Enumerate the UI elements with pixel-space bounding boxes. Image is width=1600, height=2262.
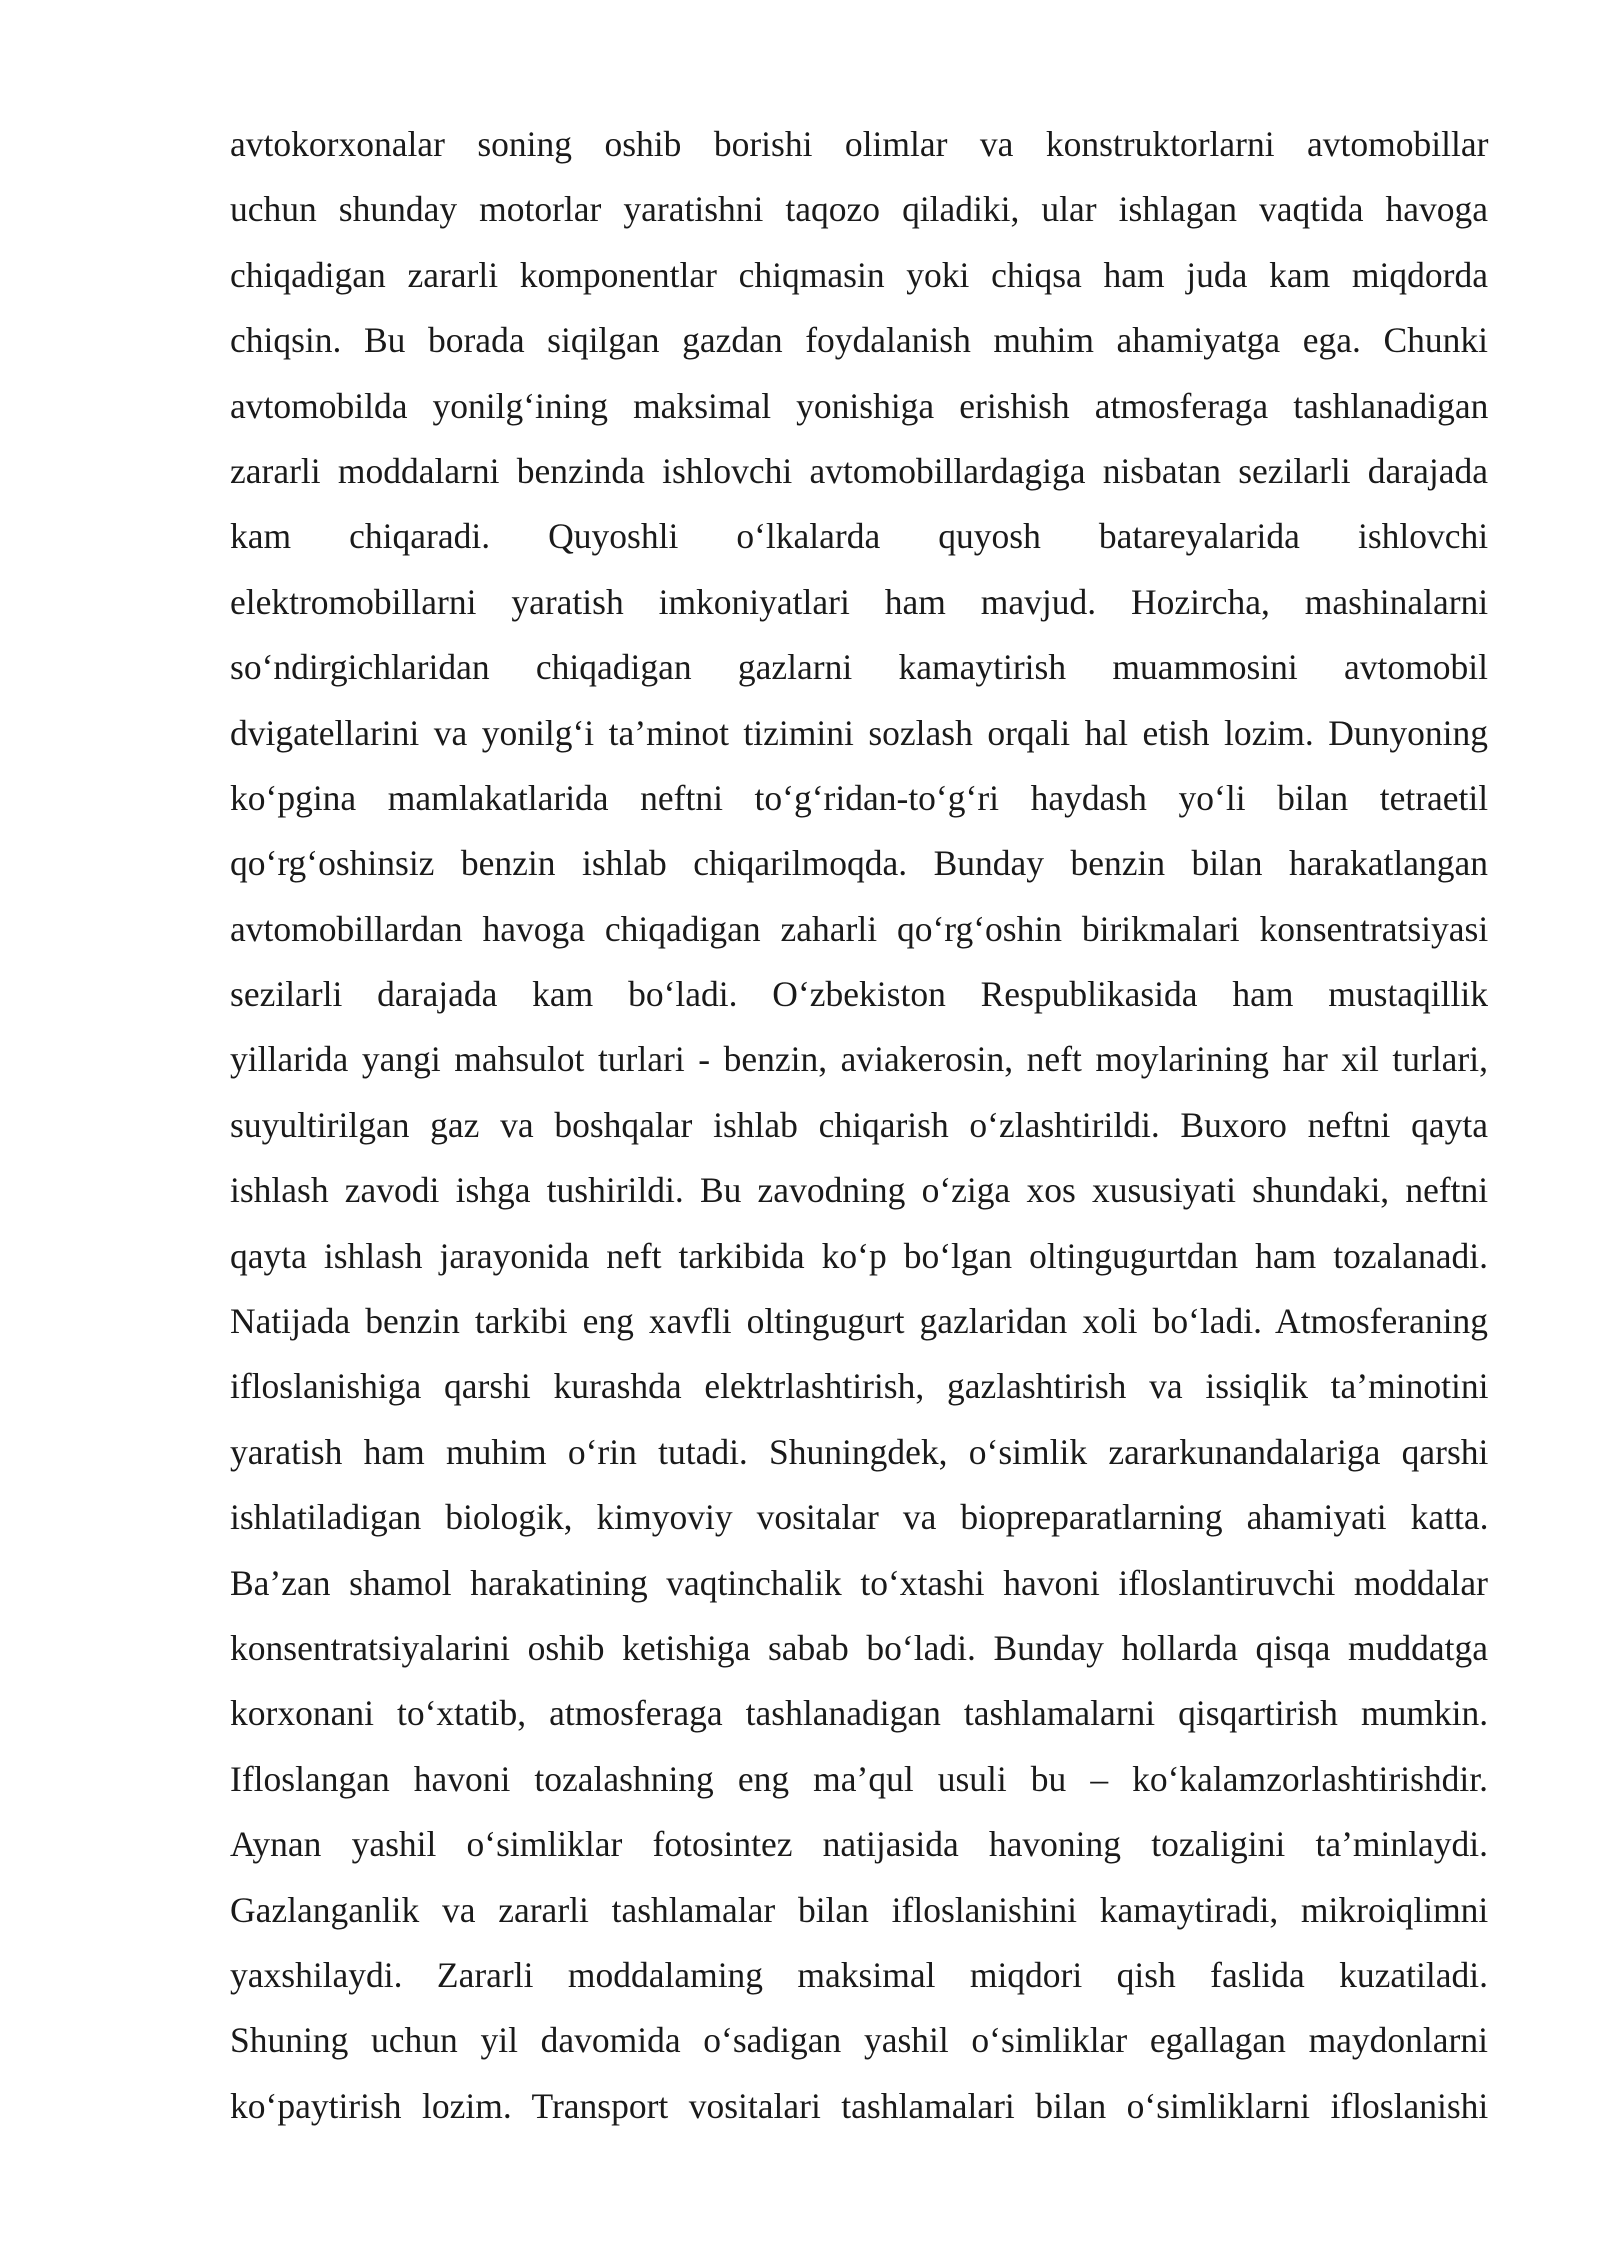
text-line: ishlatiladigan biologik, kimyoviy vositalar va biopreparatlarning ahamiyati katta.	[230, 1497, 1489, 1538]
text-line: ifloslanishiga qarshi kurashda elektrlashtirish, gazlashtirish va issiqlik ta’minotini	[230, 1366, 1489, 1407]
text-line: dvigatellarini va yonilg‘i ta’minot tizimini sozlash orqali hal etish lozim. Dunyoning	[230, 712, 1488, 753]
text-line: yaratish ham muhim o‘rin tutadi. Shuningdek, o‘simlik zararkunandalariga qarshi	[230, 1431, 1489, 1472]
text-line: Aynan yashil o‘simliklar fotosintez natijasida havoning tozaligini ta’minlaydi.	[230, 1824, 1488, 1865]
text-line: yaxshilaydi. Zararli moddalaming maksimal miqdori qish faslida kuzatiladi.	[230, 1954, 1488, 1995]
text-line: Natijada benzin tarkibi eng xavfli oltingugurt gazlaridan xoli bo‘ladi. Atmosferaning	[230, 1301, 1488, 1342]
text-line: Ba’zan shamol harakatining vaqtinchalik to‘xtashi havoni ifloslantiruvchi moddalar	[230, 1562, 1488, 1603]
text-line: chiqadigan zararli komponentlar chiqmasin yoki chiqsa ham juda kam miqdorda	[230, 254, 1488, 295]
text-line: sezilarli darajada kam bo‘ladi. O‘zbekiston Respublikasida ham mustaqillik	[230, 974, 1488, 1015]
text-line: ko‘pgina mamlakatlarida neftni to‘g‘ridan-to‘g‘ri haydash yo‘li bilan tetraetil	[230, 777, 1489, 818]
text-line: elektromobillarni yaratish imkoniyatlari ham mavjud. Hozircha, mashinalarni	[230, 581, 1489, 622]
text-line: korxonani to‘xtatib, atmosferaga tashlanadigan tashlamalarni qisqartirish mumkin.	[230, 1693, 1489, 1734]
text-line: so‘ndirgichlaridan chiqadigan gazlarni kamaytirish muammosini avtomobil	[230, 647, 1488, 688]
body-paragraph	[230, 112, 1488, 2139]
text-line: avtomobillardan havoga chiqadigan zaharli qo‘rg‘oshin birikmalari konsentratsiyasi	[230, 908, 1489, 949]
text-line: ko‘paytirish lozim. Transport vositalari tashlamalari bilan o‘simliklarni ifloslanishi	[230, 2085, 1489, 2126]
text-line: chiqsin. Bu borada siqilgan gazdan foydalanish muhim ahamiyatga ega. Chunki	[230, 320, 1488, 361]
text-line: yillarida yangi mahsulot turlari - benzin, aviakerosin, neft moylarining har xil turlari,	[230, 1039, 1488, 1080]
text-line: Ifloslangan havoni tozalashning eng ma’qul usuli bu – ko‘kalamzorlashtirishdir.	[230, 1758, 1488, 1799]
text-line: qayta ishlash jarayonida neft tarkibida ko‘p bo‘lgan oltingugurtdan ham tozalanadi.	[230, 1235, 1488, 1276]
text-line: uchun shunday motorlar yaratishni taqozo qiladiki, ular ishlagan vaqtida havoga	[230, 189, 1488, 230]
text-line: suyultirilgan gaz va boshqalar ishlab chiqarish o‘zlashtirildi. Buxoro neftni qayta	[230, 1104, 1488, 1145]
text-line: avtokorxonalar soning oshib borishi olimlar va konstruktorlarni avtomobillar	[230, 124, 1489, 164]
text-line: Gazlanganlik va zararli tashlamalar bilan ifloslanishini kamaytiradi, mikroiqlimni	[230, 1889, 1489, 1930]
text-line: kam chiqaradi. Quyoshli o‘lkalarda quyosh batareyalarida ishlovchi	[230, 516, 1489, 557]
text-line: zararli moddalarni benzinda ishlovchi avtomobillardagiga nisbatan sezilarli darajada	[230, 450, 1488, 491]
text-line: ishlash zavodi ishga tushirildi. Bu zavodning o‘ziga xos xususiyati shundaki, neftni	[230, 1170, 1489, 1211]
text-line: qo‘rg‘oshinsiz benzin ishlab chiqarilmoqda. Bunday benzin bilan harakatlangan	[230, 843, 1489, 884]
text-line: avtomobilda yonilg‘ining maksimal yonishiga erishish atmosferaga tashlanadigan	[230, 385, 1489, 426]
text-line: Shuning uchun yil davomida o‘sadigan yashil o‘simliklar egallagan maydonlarni	[230, 2020, 1488, 2061]
text-line: konsentratsiyalarini oshib ketishiga sabab bo‘ladi. Bunday hollarda qisqa muddatga	[230, 1627, 1489, 1668]
